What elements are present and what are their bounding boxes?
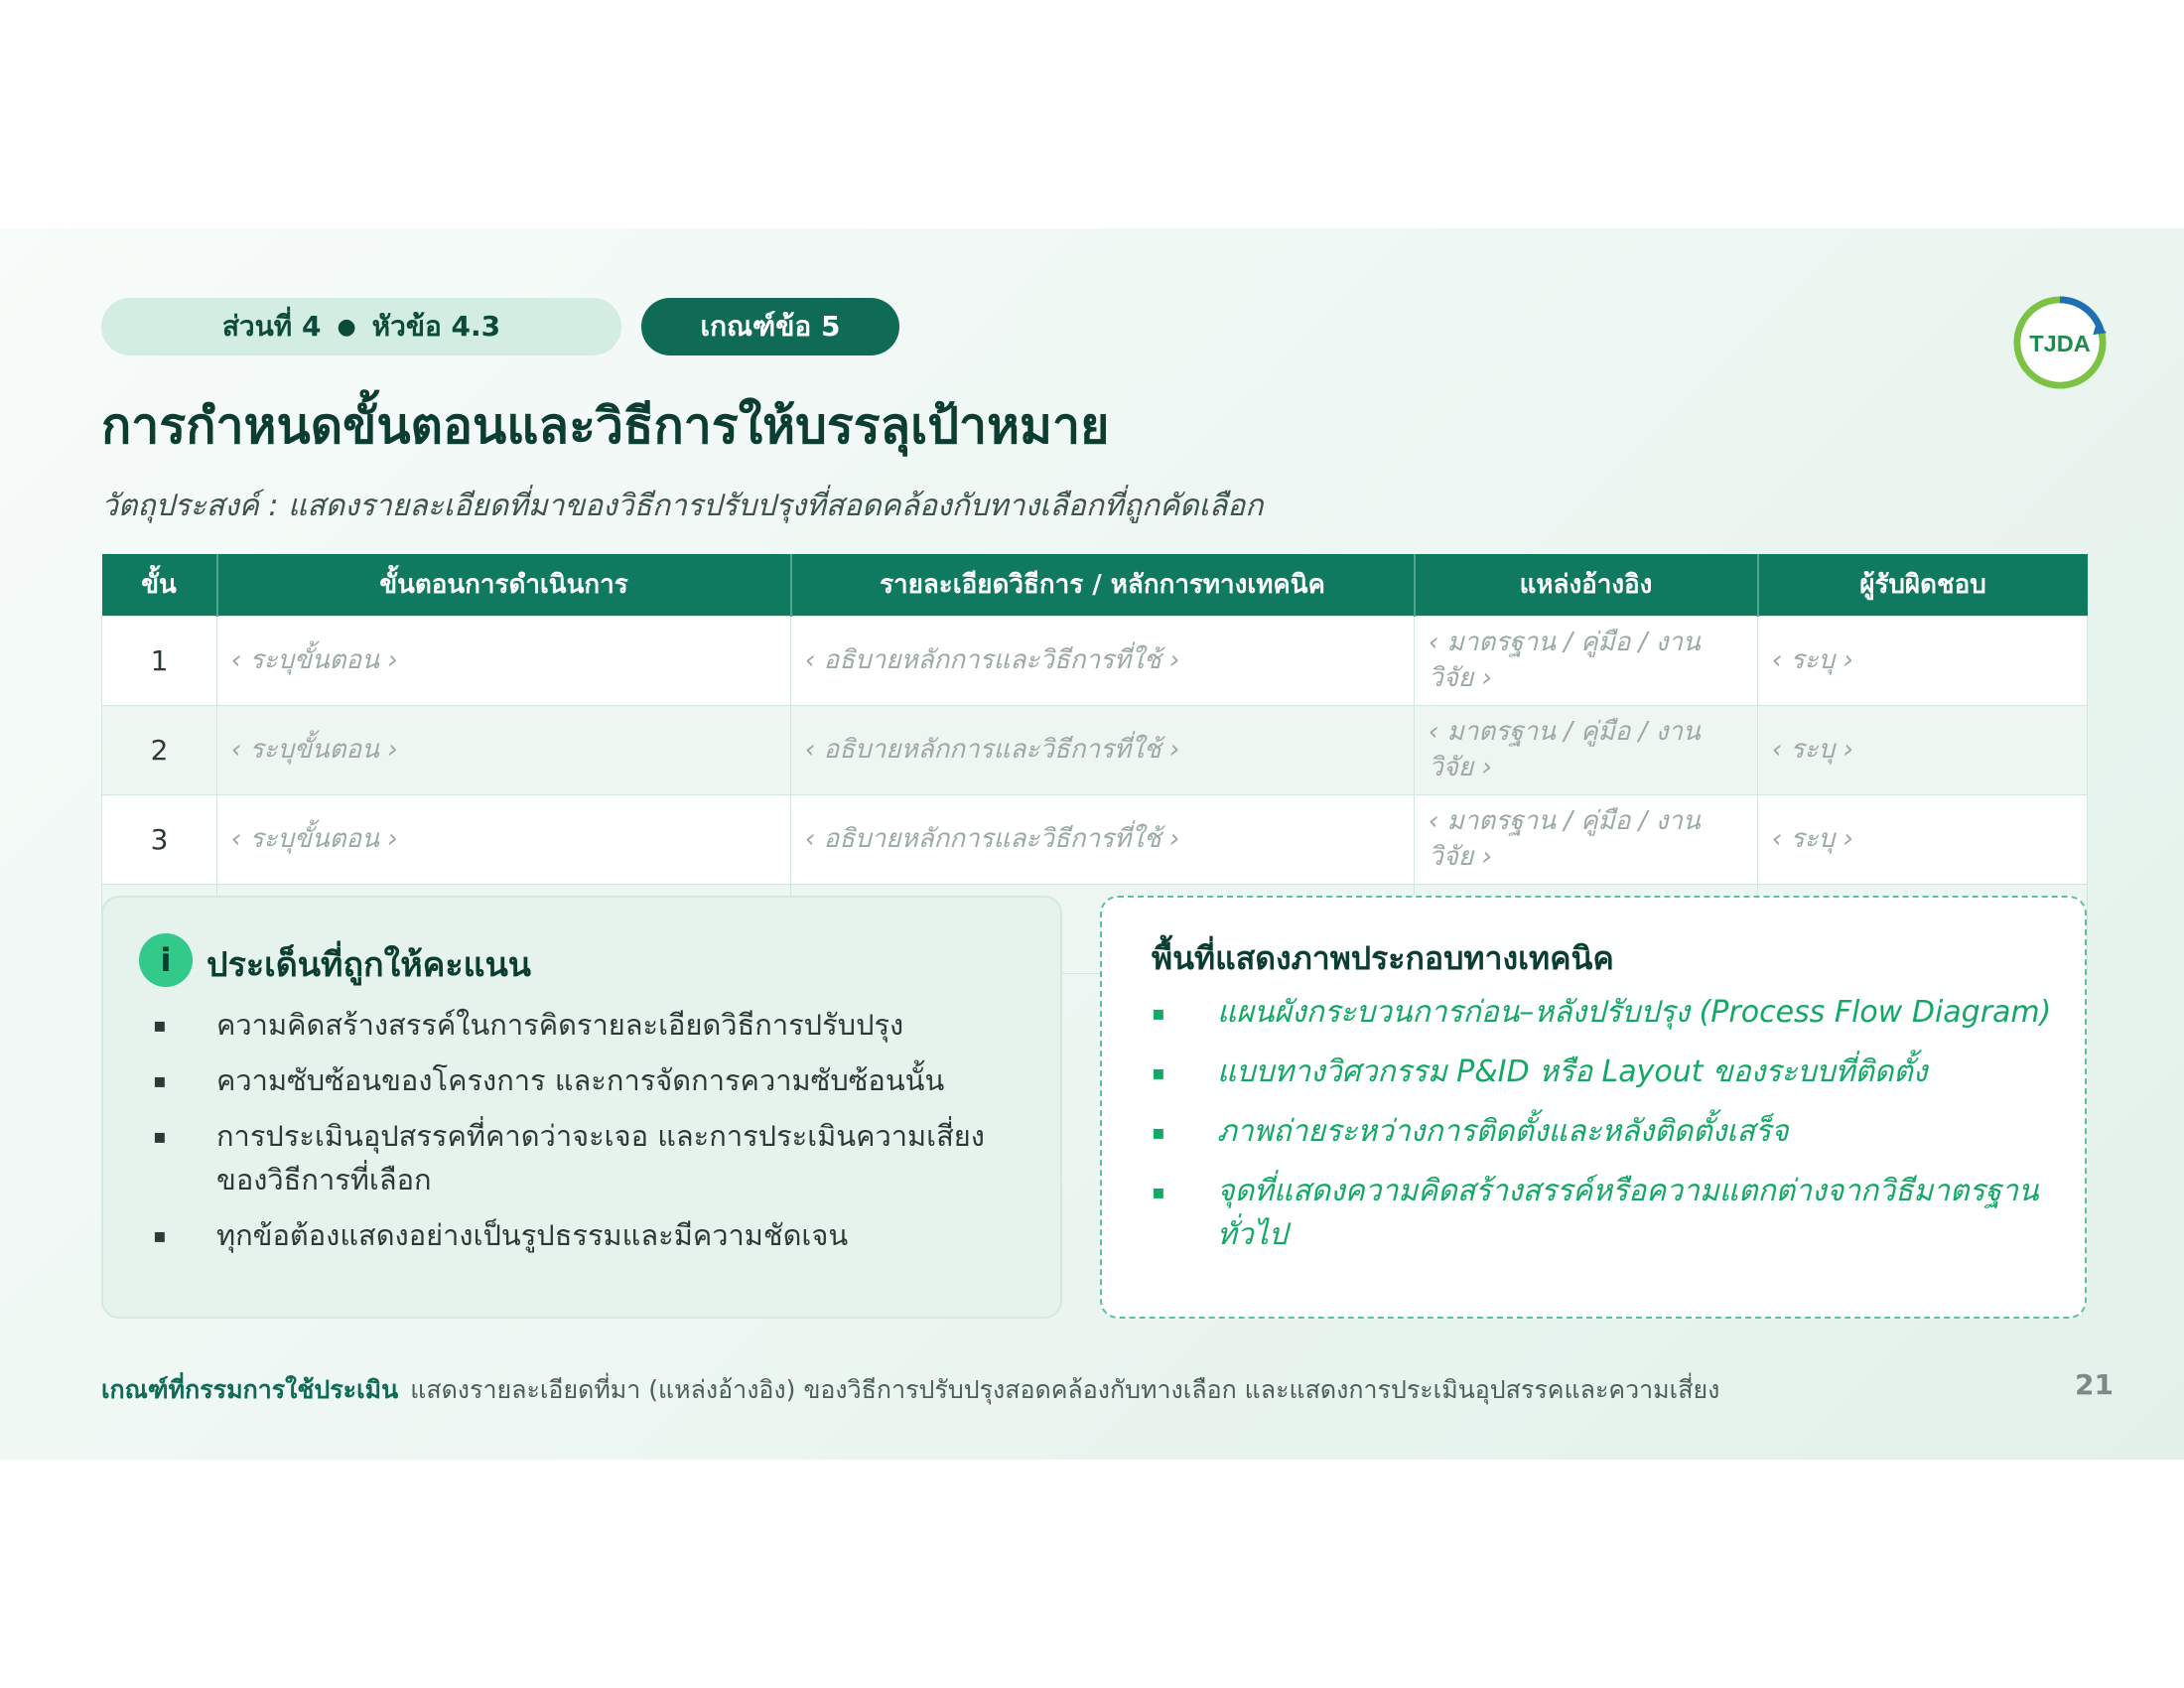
column-header-reference: แหล่งอ้างอิง: [1415, 554, 1758, 616]
owner-cell[interactable]: ‹ ระบุ ›: [1758, 616, 2088, 705]
objective-text: วัตถุประสงค์ : แสดงรายละเอียดที่มาของวิธีการปรับปรุงที่สอดคล้องกับทางเลือกที่ถูกคัดเลือก: [101, 489, 1264, 523]
column-header-owner: ผู้รับผิดชอบ: [1758, 554, 2088, 616]
page-title: การกำหนดขั้นตอนและวิธีการให้บรรลุเป้าหมาย: [101, 397, 1110, 455]
reference-cell[interactable]: ‹ มาตรฐาน / คู่มือ / งานวิจัย ›: [1415, 794, 1758, 884]
list-item: ▪ การประเมินอุปสรรคที่คาดว่าจะเจอ และการประเมินความเสี่ยงของวิธีการที่เลือก: [153, 1114, 1026, 1201]
tjda-logo: [2011, 294, 2109, 391]
footer-note: [101, 1370, 1719, 1410]
procedure-cell[interactable]: ‹ ระบุขั้นตอน ›: [217, 794, 791, 884]
step-number: 3: [102, 794, 217, 884]
owner-cell[interactable]: ‹ ระบุ ›: [1758, 705, 2088, 794]
list-item: ▪ แผนผังกระบวนการก่อน–หลังปรับปรุง (Process Flow Diagram): [1152, 991, 2055, 1035]
criteria-pill: [641, 298, 899, 355]
footer-label: เกณฑ์ที่กรรมการใช้ประเมิน: [101, 1375, 399, 1404]
method-cell[interactable]: ‹ อธิบายหลักการและวิธีการที่ใช้ ›: [791, 794, 1415, 884]
info-icon: i: [139, 933, 193, 987]
slide: [0, 228, 2184, 1460]
reference-cell[interactable]: ‹ มาตรฐาน / คู่มือ / งานวิจัย ›: [1415, 705, 1758, 794]
list-item: ▪ จุดที่แสดงความคิดสร้างสรรค์หรือความแตกต่างจากวิธีมาตรฐานทั่วไป: [1152, 1170, 2055, 1257]
procedure-cell[interactable]: ‹ ระบุขั้นตอน ›: [217, 705, 791, 794]
topic-label: หัวข้อ 4.3: [371, 310, 501, 343]
scoring-panel-title: ประเด็นที่ถูกให้คะแนน: [206, 945, 532, 985]
step-number: 1: [102, 616, 217, 705]
reference-cell[interactable]: ‹ มาตรฐาน / คู่มือ / งานวิจัย ›: [1415, 616, 1758, 705]
technical-panel-title: พื้นที่แสดงภาพประกอบทางเทคนิค: [1152, 939, 1614, 977]
list-item: ▪ ภาพถ่ายระหว่างการติดตั้งและหลังติดตั้งเสร็จ: [1152, 1110, 2055, 1154]
technical-list: [1152, 991, 2055, 1273]
technical-illustration-panel[interactable]: [1100, 896, 2087, 1319]
bullet-dot-icon: ●: [337, 314, 356, 340]
criteria-label: เกณฑ์ข้อ 5: [700, 310, 841, 343]
list-item: ▪ ความคิดสร้างสรรค์ในการคิดรายละเอียดวิธีการปรับปรุง: [153, 1003, 1026, 1047]
column-header-procedure: ขั้นตอนการดำเนินการ: [217, 554, 791, 616]
scoring-list: [153, 1003, 1026, 1269]
section-label: ส่วนที่ 4: [221, 310, 322, 343]
list-item: ▪ ทุกข้อต้องแสดงอย่างเป็นรูปธรรมและมีความชัดเจน: [153, 1213, 1026, 1257]
method-cell[interactable]: ‹ อธิบายหลักการและวิธีการที่ใช้ ›: [791, 616, 1415, 705]
list-item: ▪ แบบทางวิศวกรรม P&ID หรือ Layout ของระบบที่ติดตั้ง: [1152, 1051, 2055, 1094]
scoring-criteria-panel: [101, 896, 1062, 1319]
method-cell[interactable]: ‹ อธิบายหลักการและวิธีการที่ใช้ ›: [791, 705, 1415, 794]
table-header-row: [102, 554, 2088, 616]
owner-cell[interactable]: ‹ ระบุ ›: [1758, 794, 2088, 884]
procedure-cell[interactable]: ‹ ระบุขั้นตอน ›: [217, 616, 791, 705]
step-number: 2: [102, 705, 217, 794]
footer-text: แสดงรายละเอียดที่มา (แหล่งอ้างอิง) ของวิธีการปรับปรุงสอดคล้องกับทางเลือก และแสดงการประเมินอุปสรรคและความเสี่ยง: [410, 1375, 1720, 1404]
list-item: ▪ ความซับซ้อนของโครงการ และการจัดการความซับซ้อนนั้น: [153, 1058, 1026, 1102]
logo-text: TJDA: [2029, 330, 2091, 356]
column-header-method: รายละเอียดวิธีการ / หลักการทางเทคนิค: [791, 554, 1415, 616]
page-number: 21: [2075, 1368, 2114, 1401]
table-row: [102, 705, 2088, 794]
table-row: [102, 616, 2088, 705]
column-header-step: ขั้น: [102, 554, 217, 616]
section-topic-pill: [101, 298, 621, 355]
table-row: [102, 794, 2088, 884]
